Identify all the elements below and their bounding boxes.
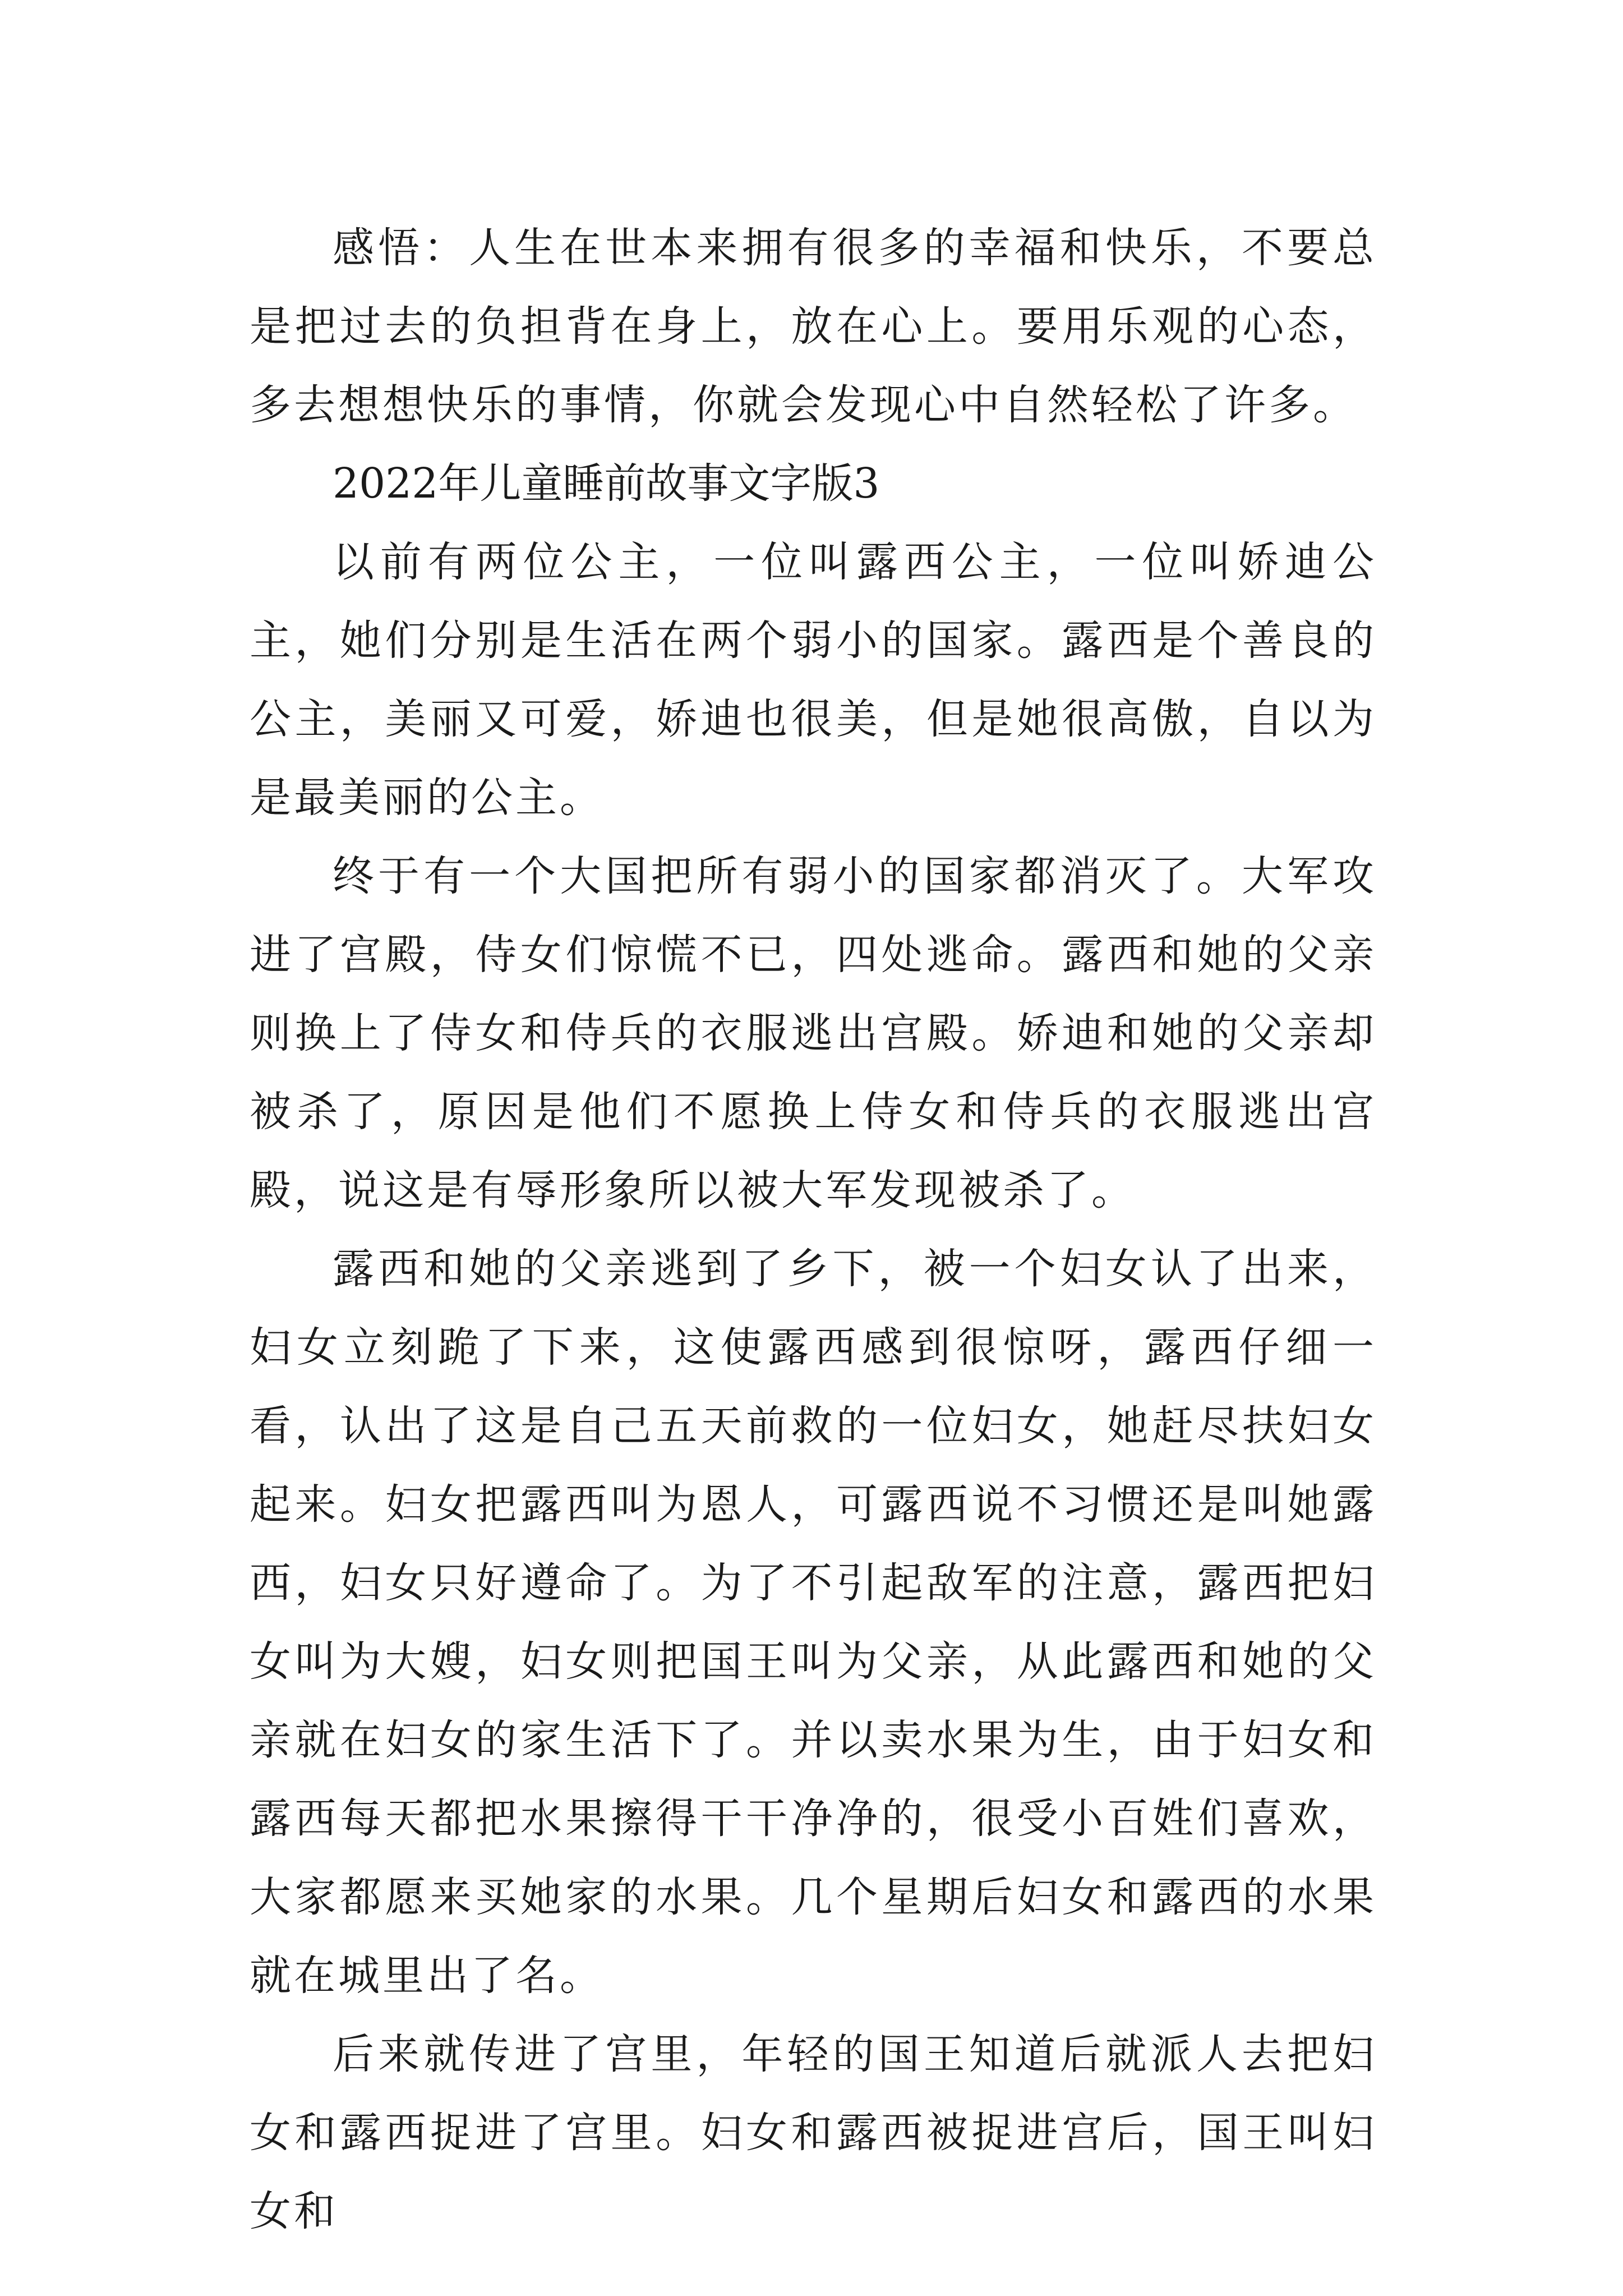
section-heading-text: 2022年儿童睡前故事文字版3 <box>333 459 880 508</box>
document-body <box>250 209 1377 2251</box>
paragraph-taken-to-palace: 后来就传进了宫里，年轻的国王知道后就派人去把妇女和露西捉进了宫里。妇女和露西被捉进宫后，国王叫妇女和 <box>250 2030 1377 2235</box>
paragraph-countryside-life: 露西和她的父亲逃到了乡下，被一个妇女认了出来，妇女立刻跪了下来，这使露西感到很惊呀，露西仔细一看，认出了这是自己五天前救的一位妇女，她赶尽扶妇女起来。妇女把露西叫为恩人，可露西说不习惯还是叫她露西，妇女只好遵命了。为了不引起敌军的注意，露西把妇女叫为大嫂，妇女则把国王叫为父亲，从此露西和她的父亲就在妇女的家生活下了。并以卖水果为生，由于妇女和露西每天都把水果擦得干干净净的，很受小百姓们喜欢，大家都愿来买她家的水果。几个星期后妇女和露西的水果就在城里出了名。 <box>250 1245 1377 2000</box>
paragraph-princesses-intro: 以前有两位公主，一位叫露西公主，一位叫娇迪公主，她们分别是生活在两个弱小的国家。露西是个善良的公主，美丽又可爱，娇迪也很美，但是她很高傲，自以为是最美丽的公主。 <box>250 538 1377 822</box>
paragraph-palace-attack: 终于有一个大国把所有弱小的国家都消灭了。大军攻进了宫殿，侍女们惊慌不已，四处逃命。露西和她的父亲则换上了侍女和侍兵的衣服逃出宫殿。娇迪和她的父亲却被杀了，原因是他们不愿换上侍女和侍兵的衣服逃出宫殿，说这是有辱形象所以被大军发现被杀了。 <box>250 852 1377 1214</box>
paragraph-reflection: 感悟：人生在世本来拥有很多的幸福和快乐，不要总是把过去的负担背在身上，放在心上。要用乐观的心态，多去想想快乐的事情，你就会发现心中自然轻松了许多。 <box>250 224 1377 429</box>
section-heading <box>250 444 1377 523</box>
